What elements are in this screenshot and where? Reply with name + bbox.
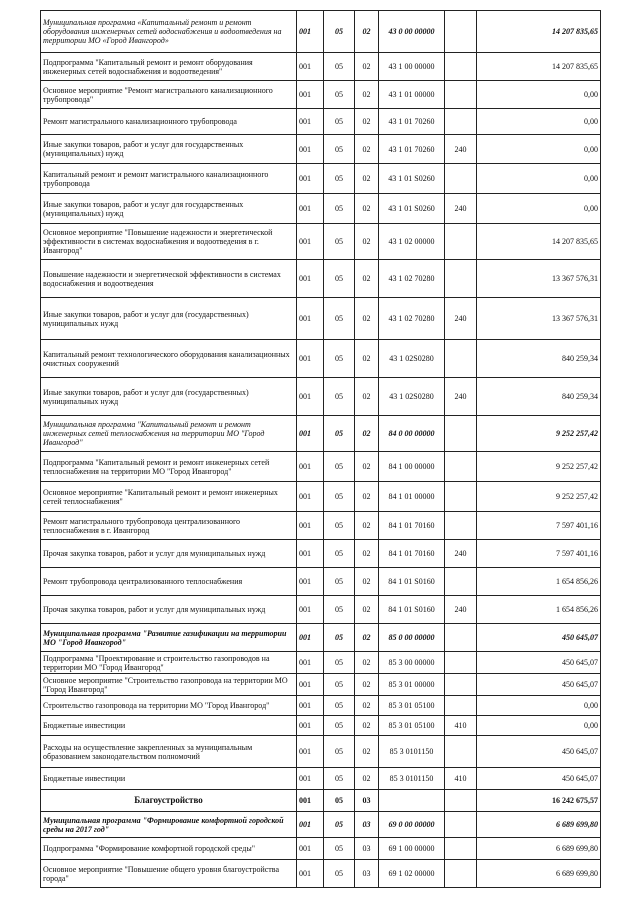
table-row (41, 696, 601, 716)
item-name-cell: Прочая закупка товаров, работ и услуг для муниципальных нужд (41, 540, 297, 568)
amount-cell: 0,00 (477, 696, 601, 716)
department-code-cell: 001 (297, 260, 324, 298)
subsection-code-cell: 02 (355, 53, 379, 81)
section-code-cell: 05 (324, 11, 355, 53)
section-code-cell: 05 (324, 164, 355, 194)
section-code-cell: 05 (324, 340, 355, 378)
target-article-cell: 84 1 00 00000 (379, 452, 445, 482)
department-code-cell: 001 (297, 568, 324, 596)
subsection-code-cell: 02 (355, 512, 379, 540)
section-code-cell: 05 (324, 452, 355, 482)
subsection-code-cell: 02 (355, 260, 379, 298)
target-article-cell (379, 790, 445, 812)
subsection-code-cell: 02 (355, 568, 379, 596)
target-article-cell: 85 3 01 00000 (379, 674, 445, 696)
item-name-cell: Бюджетные инвестиции (41, 716, 297, 736)
target-article-cell: 43 1 00 00000 (379, 53, 445, 81)
expense-type-cell: 240 (445, 298, 477, 340)
item-name-cell: Муниципальная программа "Капитальный ремонт и ремонт инженерных сетей теплоснабжения на территории МО "Город Ивангород" (41, 416, 297, 452)
amount-cell: 6 689 699,80 (477, 838, 601, 860)
department-code-cell: 001 (297, 624, 324, 652)
expense-type-cell: 240 (445, 540, 477, 568)
item-name-cell: Ремонт магистрального канализационного трубопровода (41, 109, 297, 135)
expense-type-cell (445, 109, 477, 135)
item-name-cell: Основное мероприятие "Строительство газопровода на территории МО "Город Ивангород" (41, 674, 297, 696)
subsection-code-cell: 02 (355, 540, 379, 568)
subsection-code-cell: 02 (355, 652, 379, 674)
table-row (41, 109, 601, 135)
subsection-code-cell: 02 (355, 452, 379, 482)
department-code-cell: 001 (297, 452, 324, 482)
department-code-cell: 001 (297, 736, 324, 768)
table-row (41, 512, 601, 540)
department-code-cell: 001 (297, 540, 324, 568)
target-article-cell: 43 1 01 S0260 (379, 194, 445, 224)
expense-type-cell (445, 736, 477, 768)
expense-type-cell (445, 53, 477, 81)
section-code-cell: 05 (324, 624, 355, 652)
target-article-cell: 69 0 00 00000 (379, 812, 445, 838)
item-name-cell: Строительство газопровода на территории МО "Город Ивангород" (41, 696, 297, 716)
expense-type-cell (445, 838, 477, 860)
item-name-cell: Муниципальная программа "Развитие газификации на территории МО "Город Ивангород" (41, 624, 297, 652)
item-name-cell: Расходы на осуществление закрепленных за муниципальным образованием законодательством полномочий (41, 736, 297, 768)
table-row (41, 194, 601, 224)
amount-cell: 1 654 856,26 (477, 568, 601, 596)
section-code-cell: 05 (324, 838, 355, 860)
target-article-cell: 84 1 01 S0160 (379, 596, 445, 624)
target-article-cell: 43 1 01 70260 (379, 109, 445, 135)
expense-type-cell: 240 (445, 596, 477, 624)
section-code-cell: 05 (324, 768, 355, 790)
target-article-cell: 43 1 02 00000 (379, 224, 445, 260)
expense-type-cell (445, 81, 477, 109)
table-row (41, 652, 601, 674)
expense-type-cell (445, 860, 477, 888)
item-name-cell: Повышение надежности и энергетической эффективности в системах водоснабжения и водоотведения (41, 260, 297, 298)
section-code-cell: 05 (324, 109, 355, 135)
expense-type-cell (445, 482, 477, 512)
amount-cell: 13 367 576,31 (477, 298, 601, 340)
section-code-cell: 05 (324, 224, 355, 260)
table-row (41, 452, 601, 482)
target-article-cell: 69 1 02 00000 (379, 860, 445, 888)
amount-cell: 9 252 257,42 (477, 452, 601, 482)
target-article-cell: 43 1 01 S0260 (379, 164, 445, 194)
section-code-cell: 05 (324, 512, 355, 540)
amount-cell: 0,00 (477, 164, 601, 194)
department-code-cell: 001 (297, 838, 324, 860)
expense-type-cell (445, 164, 477, 194)
expense-type-cell (445, 812, 477, 838)
section-code-cell: 05 (324, 378, 355, 416)
department-code-cell: 001 (297, 860, 324, 888)
table-row (41, 568, 601, 596)
budget-table (40, 10, 601, 888)
section-code-cell: 05 (324, 298, 355, 340)
amount-cell: 450 645,07 (477, 652, 601, 674)
department-code-cell: 001 (297, 298, 324, 340)
item-name-cell: Муниципальная программа «Капитальный ремонт и ремонт оборудования инженерных сетей водоснабжения и водоотведения на территории МО «Город Ивангород» (41, 11, 297, 53)
department-code-cell: 001 (297, 378, 324, 416)
item-name-cell: Благоустройство (41, 790, 297, 812)
section-code-cell: 05 (324, 568, 355, 596)
table-row (41, 716, 601, 736)
target-article-cell: 43 1 01 00000 (379, 81, 445, 109)
department-code-cell: 001 (297, 512, 324, 540)
item-name-cell: Основное мероприятие "Повышение общего уровня благоустройства города" (41, 860, 297, 888)
target-article-cell: 85 3 0101150 (379, 768, 445, 790)
target-article-cell: 85 3 0101150 (379, 736, 445, 768)
table-row (41, 11, 601, 53)
subsection-code-cell: 02 (355, 416, 379, 452)
department-code-cell: 001 (297, 790, 324, 812)
item-name-cell: Иные закупки товаров, работ и услуг для (государственных) муниципальных нужд (41, 378, 297, 416)
expense-type-cell: 410 (445, 768, 477, 790)
target-article-cell: 84 1 01 S0160 (379, 568, 445, 596)
item-name-cell: Прочая закупка товаров, работ и услуг для муниципальных нужд (41, 596, 297, 624)
target-article-cell: 84 1 01 00000 (379, 482, 445, 512)
amount-cell: 14 207 835,65 (477, 11, 601, 53)
amount-cell: 450 645,07 (477, 736, 601, 768)
expense-type-cell (445, 11, 477, 53)
table-row (41, 596, 601, 624)
department-code-cell: 001 (297, 812, 324, 838)
expense-type-cell (445, 652, 477, 674)
subsection-code-cell: 03 (355, 860, 379, 888)
target-article-cell: 85 3 01 05100 (379, 716, 445, 736)
target-article-cell: 84 0 00 00000 (379, 416, 445, 452)
department-code-cell: 001 (297, 768, 324, 790)
item-name-cell: Бюджетные инвестиции (41, 768, 297, 790)
table-row (41, 164, 601, 194)
expense-type-cell (445, 568, 477, 596)
table-row (41, 812, 601, 838)
table-row (41, 624, 601, 652)
section-code-cell: 05 (324, 540, 355, 568)
item-name-cell: Капитальный ремонт и ремонт магистрального канализационного трубопровода (41, 164, 297, 194)
section-code-cell: 05 (324, 716, 355, 736)
item-name-cell: Подпрограмма "Капитальный ремонт и ремонт инженерных сетей теплоснабжения на территории МО "Город Ивангород" (41, 452, 297, 482)
item-name-cell: Иные закупки товаров, работ и услуг для государственных (муниципальных) нужд (41, 135, 297, 164)
item-name-cell: Основное мероприятие "Капитальный ремонт и ремонт инженерных сетей теплоснабжения" (41, 482, 297, 512)
amount-cell: 0,00 (477, 135, 601, 164)
subsection-code-cell: 02 (355, 624, 379, 652)
target-article-cell: 43 0 00 00000 (379, 11, 445, 53)
department-code-cell: 001 (297, 674, 324, 696)
target-article-cell: 85 3 01 05100 (379, 696, 445, 716)
amount-cell: 450 645,07 (477, 768, 601, 790)
item-name-cell: Ремонт магистрального трубопровода централизованного теплоснабжения в г. Ивангород (41, 512, 297, 540)
amount-cell: 0,00 (477, 716, 601, 736)
table-row (41, 674, 601, 696)
item-name-cell: Основное мероприятие "Повышение надежности и энергетической эффективности в системах водоснабжения и водоотведения в г. Ивангород" (41, 224, 297, 260)
department-code-cell: 001 (297, 194, 324, 224)
amount-cell: 840 259,34 (477, 378, 601, 416)
expense-type-cell (445, 674, 477, 696)
item-name-cell: Основное мероприятие "Ремонт магистрального канализационного трубопровода" (41, 81, 297, 109)
section-code-cell: 05 (324, 736, 355, 768)
department-code-cell: 001 (297, 416, 324, 452)
target-article-cell: 69 1 00 00000 (379, 838, 445, 860)
amount-cell: 6 689 699,80 (477, 860, 601, 888)
amount-cell: 0,00 (477, 81, 601, 109)
table-row (41, 81, 601, 109)
amount-cell: 7 597 401,16 (477, 540, 601, 568)
subsection-code-cell: 02 (355, 482, 379, 512)
table-row (41, 260, 601, 298)
target-article-cell: 43 1 02 70280 (379, 260, 445, 298)
target-article-cell: 84 1 01 70160 (379, 512, 445, 540)
amount-cell: 450 645,07 (477, 624, 601, 652)
department-code-cell: 001 (297, 652, 324, 674)
department-code-cell: 001 (297, 164, 324, 194)
amount-cell: 9 252 257,42 (477, 416, 601, 452)
expense-type-cell (445, 452, 477, 482)
target-article-cell: 43 1 02S0280 (379, 378, 445, 416)
department-code-cell: 001 (297, 11, 324, 53)
subsection-code-cell: 02 (355, 135, 379, 164)
subsection-code-cell: 03 (355, 790, 379, 812)
expense-type-cell: 240 (445, 194, 477, 224)
item-name-cell: Подпрограмма "Проектирование и строительство газопроводов на территории МО "Город Ивангород" (41, 652, 297, 674)
target-article-cell: 85 0 00 00000 (379, 624, 445, 652)
expense-type-cell: 240 (445, 378, 477, 416)
item-name-cell: Иные закупки товаров, работ и услуг для (государственных) муниципальных нужд (41, 298, 297, 340)
table-row (41, 224, 601, 260)
expense-type-cell: 410 (445, 716, 477, 736)
amount-cell: 14 207 835,65 (477, 224, 601, 260)
item-name-cell: Подпрограмма "Капитальный ремонт и ремонт оборудования инженерных сетей водоснабжения и водоотведения" (41, 53, 297, 81)
subsection-code-cell: 02 (355, 716, 379, 736)
expense-type-cell (445, 624, 477, 652)
department-code-cell: 001 (297, 135, 324, 164)
section-code-cell: 05 (324, 790, 355, 812)
department-code-cell: 001 (297, 696, 324, 716)
item-name-cell: Капитальный ремонт технологического оборудования канализационных очистных сооружений (41, 340, 297, 378)
expense-type-cell (445, 340, 477, 378)
item-name-cell: Муниципальная программа "Формирование комфортной городской среды на 2017 год" (41, 812, 297, 838)
subsection-code-cell: 02 (355, 340, 379, 378)
department-code-cell: 001 (297, 482, 324, 512)
amount-cell: 6 689 699,80 (477, 812, 601, 838)
table-row (41, 768, 601, 790)
section-code-cell: 05 (324, 696, 355, 716)
amount-cell: 0,00 (477, 194, 601, 224)
department-code-cell: 001 (297, 716, 324, 736)
amount-cell: 0,00 (477, 109, 601, 135)
section-code-cell: 05 (324, 260, 355, 298)
section-code-cell: 05 (324, 81, 355, 109)
subsection-code-cell: 02 (355, 298, 379, 340)
amount-cell: 9 252 257,42 (477, 482, 601, 512)
subsection-code-cell: 03 (355, 812, 379, 838)
section-code-cell: 05 (324, 652, 355, 674)
table-row (41, 790, 601, 812)
subsection-code-cell: 02 (355, 109, 379, 135)
department-code-cell: 001 (297, 224, 324, 260)
subsection-code-cell: 02 (355, 596, 379, 624)
table-row (41, 482, 601, 512)
expense-type-cell (445, 224, 477, 260)
subsection-code-cell: 02 (355, 696, 379, 716)
target-article-cell: 85 3 00 00000 (379, 652, 445, 674)
item-name-cell: Подпрограмма "Формирование комфортной городской среды" (41, 838, 297, 860)
target-article-cell: 43 1 02 70280 (379, 298, 445, 340)
table-row (41, 53, 601, 81)
item-name-cell: Иные закупки товаров, работ и услуг для государственных (муниципальных) нужд (41, 194, 297, 224)
amount-cell: 450 645,07 (477, 674, 601, 696)
department-code-cell: 001 (297, 340, 324, 378)
amount-cell: 7 597 401,16 (477, 512, 601, 540)
subsection-code-cell: 02 (355, 768, 379, 790)
item-name-cell: Ремонт трубопровода централизованного теплоснабжения (41, 568, 297, 596)
amount-cell: 14 207 835,65 (477, 53, 601, 81)
section-code-cell: 05 (324, 812, 355, 838)
subsection-code-cell: 03 (355, 838, 379, 860)
section-code-cell: 05 (324, 482, 355, 512)
table-row (41, 378, 601, 416)
expense-type-cell: 240 (445, 135, 477, 164)
expense-type-cell (445, 696, 477, 716)
table-row (41, 416, 601, 452)
subsection-code-cell: 02 (355, 378, 379, 416)
amount-cell: 840 259,34 (477, 340, 601, 378)
table-row (41, 135, 601, 164)
table-row (41, 298, 601, 340)
target-article-cell: 84 1 01 70160 (379, 540, 445, 568)
table-row (41, 736, 601, 768)
subsection-code-cell: 02 (355, 11, 379, 53)
expense-type-cell (445, 512, 477, 540)
department-code-cell: 001 (297, 596, 324, 624)
section-code-cell: 05 (324, 596, 355, 624)
table-row (41, 540, 601, 568)
table-row (41, 838, 601, 860)
department-code-cell: 001 (297, 109, 324, 135)
subsection-code-cell: 02 (355, 164, 379, 194)
table-row (41, 340, 601, 378)
subsection-code-cell: 02 (355, 674, 379, 696)
department-code-cell: 001 (297, 53, 324, 81)
amount-cell: 16 242 675,57 (477, 790, 601, 812)
table-body (41, 11, 601, 888)
section-code-cell: 05 (324, 674, 355, 696)
subsection-code-cell: 02 (355, 736, 379, 768)
table-row (41, 860, 601, 888)
expense-type-cell (445, 416, 477, 452)
section-code-cell: 05 (324, 135, 355, 164)
amount-cell: 13 367 576,31 (477, 260, 601, 298)
expense-type-cell (445, 790, 477, 812)
section-code-cell: 05 (324, 53, 355, 81)
amount-cell: 1 654 856,26 (477, 596, 601, 624)
subsection-code-cell: 02 (355, 194, 379, 224)
section-code-cell: 05 (324, 860, 355, 888)
department-code-cell: 001 (297, 81, 324, 109)
target-article-cell: 43 1 02S0280 (379, 340, 445, 378)
target-article-cell: 43 1 01 70260 (379, 135, 445, 164)
expense-type-cell (445, 260, 477, 298)
subsection-code-cell: 02 (355, 81, 379, 109)
section-code-cell: 05 (324, 194, 355, 224)
subsection-code-cell: 02 (355, 224, 379, 260)
section-code-cell: 05 (324, 416, 355, 452)
